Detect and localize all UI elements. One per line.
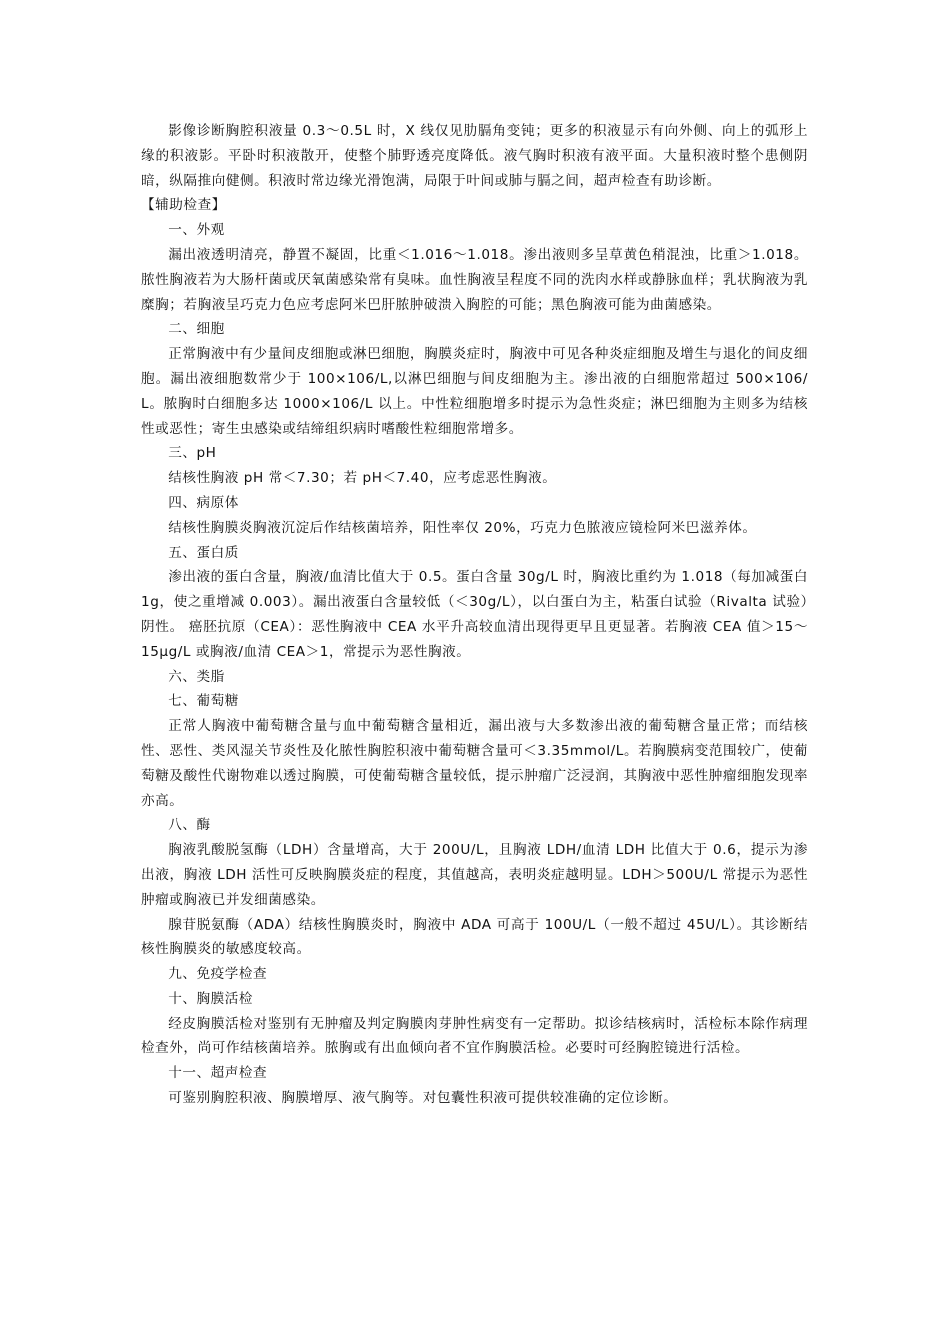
subheading-protein: 五、蛋白质	[168, 544, 239, 561]
paragraph-ph: 结核性胸液 pH 常＜7.30；若 pH＜7.40，应考虑恶性胸液。	[168, 470, 557, 487]
subheading-glucose: 七、葡萄糖	[168, 693, 239, 710]
paragraph-pathogen: 结核性胸膜炎胸液沉淀后作结核菌培养，阳性率仅 20%，巧克力色脓液应镜检阿米巴滋养体。	[168, 519, 757, 536]
document-page	[141, 119, 808, 1111]
paragraph-pleural-biopsy: 经皮胸膜活检对鉴别有无肿瘤及判定胸膜肉芽肿性病变有一定帮助。拟诊结核病时，活检标本除作病理检查外，尚可作结核菌培养。脓胸或有出血倾向者不宜作胸膜活检。必要时可经胸腔镜进行活检。	[141, 1015, 808, 1057]
subheading-cells: 二、细胞	[168, 321, 225, 338]
subheading-ultrasound: 十一、超声检查	[168, 1065, 268, 1082]
subheading-lipids: 六、类脂	[168, 668, 225, 685]
paragraph-ldh: 胸液乳酸脱氢酶（LDH）含量增高，大于 200U/L，且胸液 LDH/血清 LDH 比值大于 0.6，提示为渗出液，胸液 LDH 活性可反映胸膜炎症的程度，其值越高，表明炎症越明显。LDH＞500U/L 常提示为恶性肿瘤或胸液已并发细菌感染。	[141, 842, 808, 908]
paragraph-imaging-diagnosis: 影像诊断胸腔积液量 0.3～0.5L 时，X 线仅见肋膈角变钝；更多的积液显示有向外侧、向上的弧形上缘的积液影。平卧时积液散开，使整个肺野透亮度降低。液气胸时积液有液平面。大量积液时整个患侧阴暗，纵隔推向健侧。积液时常边缘光滑饱满，局限于叶间或肺与膈之间，超声检查有助诊断。	[141, 123, 808, 189]
subheading-ph: 三、pH	[168, 445, 217, 462]
paragraph-protein: 渗出液的蛋白含量，胸液/血清比值大于 0.5。蛋白含量 30g/L 时，胸液比重约为 1.018（每加减蛋白 1g，使之重增减 0.003）。漏出液蛋白含量较低（＜30g/L），以白蛋白为主，粘蛋白试验（Rivalta 试验）阴性。 癌胚抗原（CEA）：恶性胸液中 CEA 水平升高较血清出现得更早且更显著。若胸液 CEA 值＞15～15μg/L 或胸液/血清 CEA＞1，常提示为恶性胸液。	[141, 569, 808, 660]
subheading-pathogen: 四、病原体	[168, 494, 239, 511]
subheading-enzymes: 八、酶	[168, 817, 211, 834]
paragraph-glucose: 正常人胸液中葡萄糖含量与血中葡萄糖含量相近，漏出液与大多数渗出液的葡萄糖含量正常；而结核性、恶性、类风湿关节炎性及化脓性胸腔积液中葡萄糖含量可＜3.35mmol/L。若胸膜病变范围较广，使葡萄糖及酸性代谢物难以透过胸膜，可使葡萄糖含量较低，提示肿瘤广泛浸润，其胸液中恶性肿瘤细胞发现率亦高。	[141, 718, 808, 809]
subheading-immunology: 九、免疫学检查	[168, 966, 268, 983]
subheading-pleural-biopsy: 十、胸膜活检	[168, 990, 254, 1007]
paragraph-ultrasound: 可鉴别胸腔积液、胸膜增厚、液气胸等。对包囊性积液可提供较准确的定位诊断。	[168, 1090, 678, 1107]
paragraph-cells: 正常胸液中有少量间皮细胞或淋巴细胞，胸膜炎症时，胸液中可见各种炎症细胞及增生与退化的间皮细胞。漏出液细胞数常少于 100×106/L,以淋巴细胞与间皮细胞为主。渗出液的白细胞常超过 500×106/L。脓胸时白细胞多达 1000×106/L 以上。中性粒细胞增多时提示为急性炎症；淋巴细胞为主则多为结核性或恶性；寄生虫感染或结缔组织病时嗜酸性粒细胞常增多。	[141, 346, 808, 437]
paragraph-appearance: 漏出液透明清亮，静置不凝固，比重＜1.016～1.018。渗出液则多呈草黄色稍混浊，比重＞1.018。脓性胸液若为大肠杆菌或厌氧菌感染常有臭味。血性胸液呈程度不同的洗肉水样或静脉血样；乳状胸液为乳糜胸；若胸液呈巧克力色应考虑阿米巴肝脓肿破溃入胸腔的可能；黑色胸液可能为曲菌感染。	[141, 246, 808, 313]
paragraph-ada: 腺苷脱氨酶（ADA）结核性胸膜炎时，胸液中 ADA 可高于 100U/L（一般不超过 45U/L）。其诊断结核性胸膜炎的敏感度较高。	[141, 916, 808, 958]
section-heading-auxiliary-exam: 【辅助检查】	[141, 197, 226, 214]
subheading-appearance: 一、外观	[168, 222, 225, 239]
